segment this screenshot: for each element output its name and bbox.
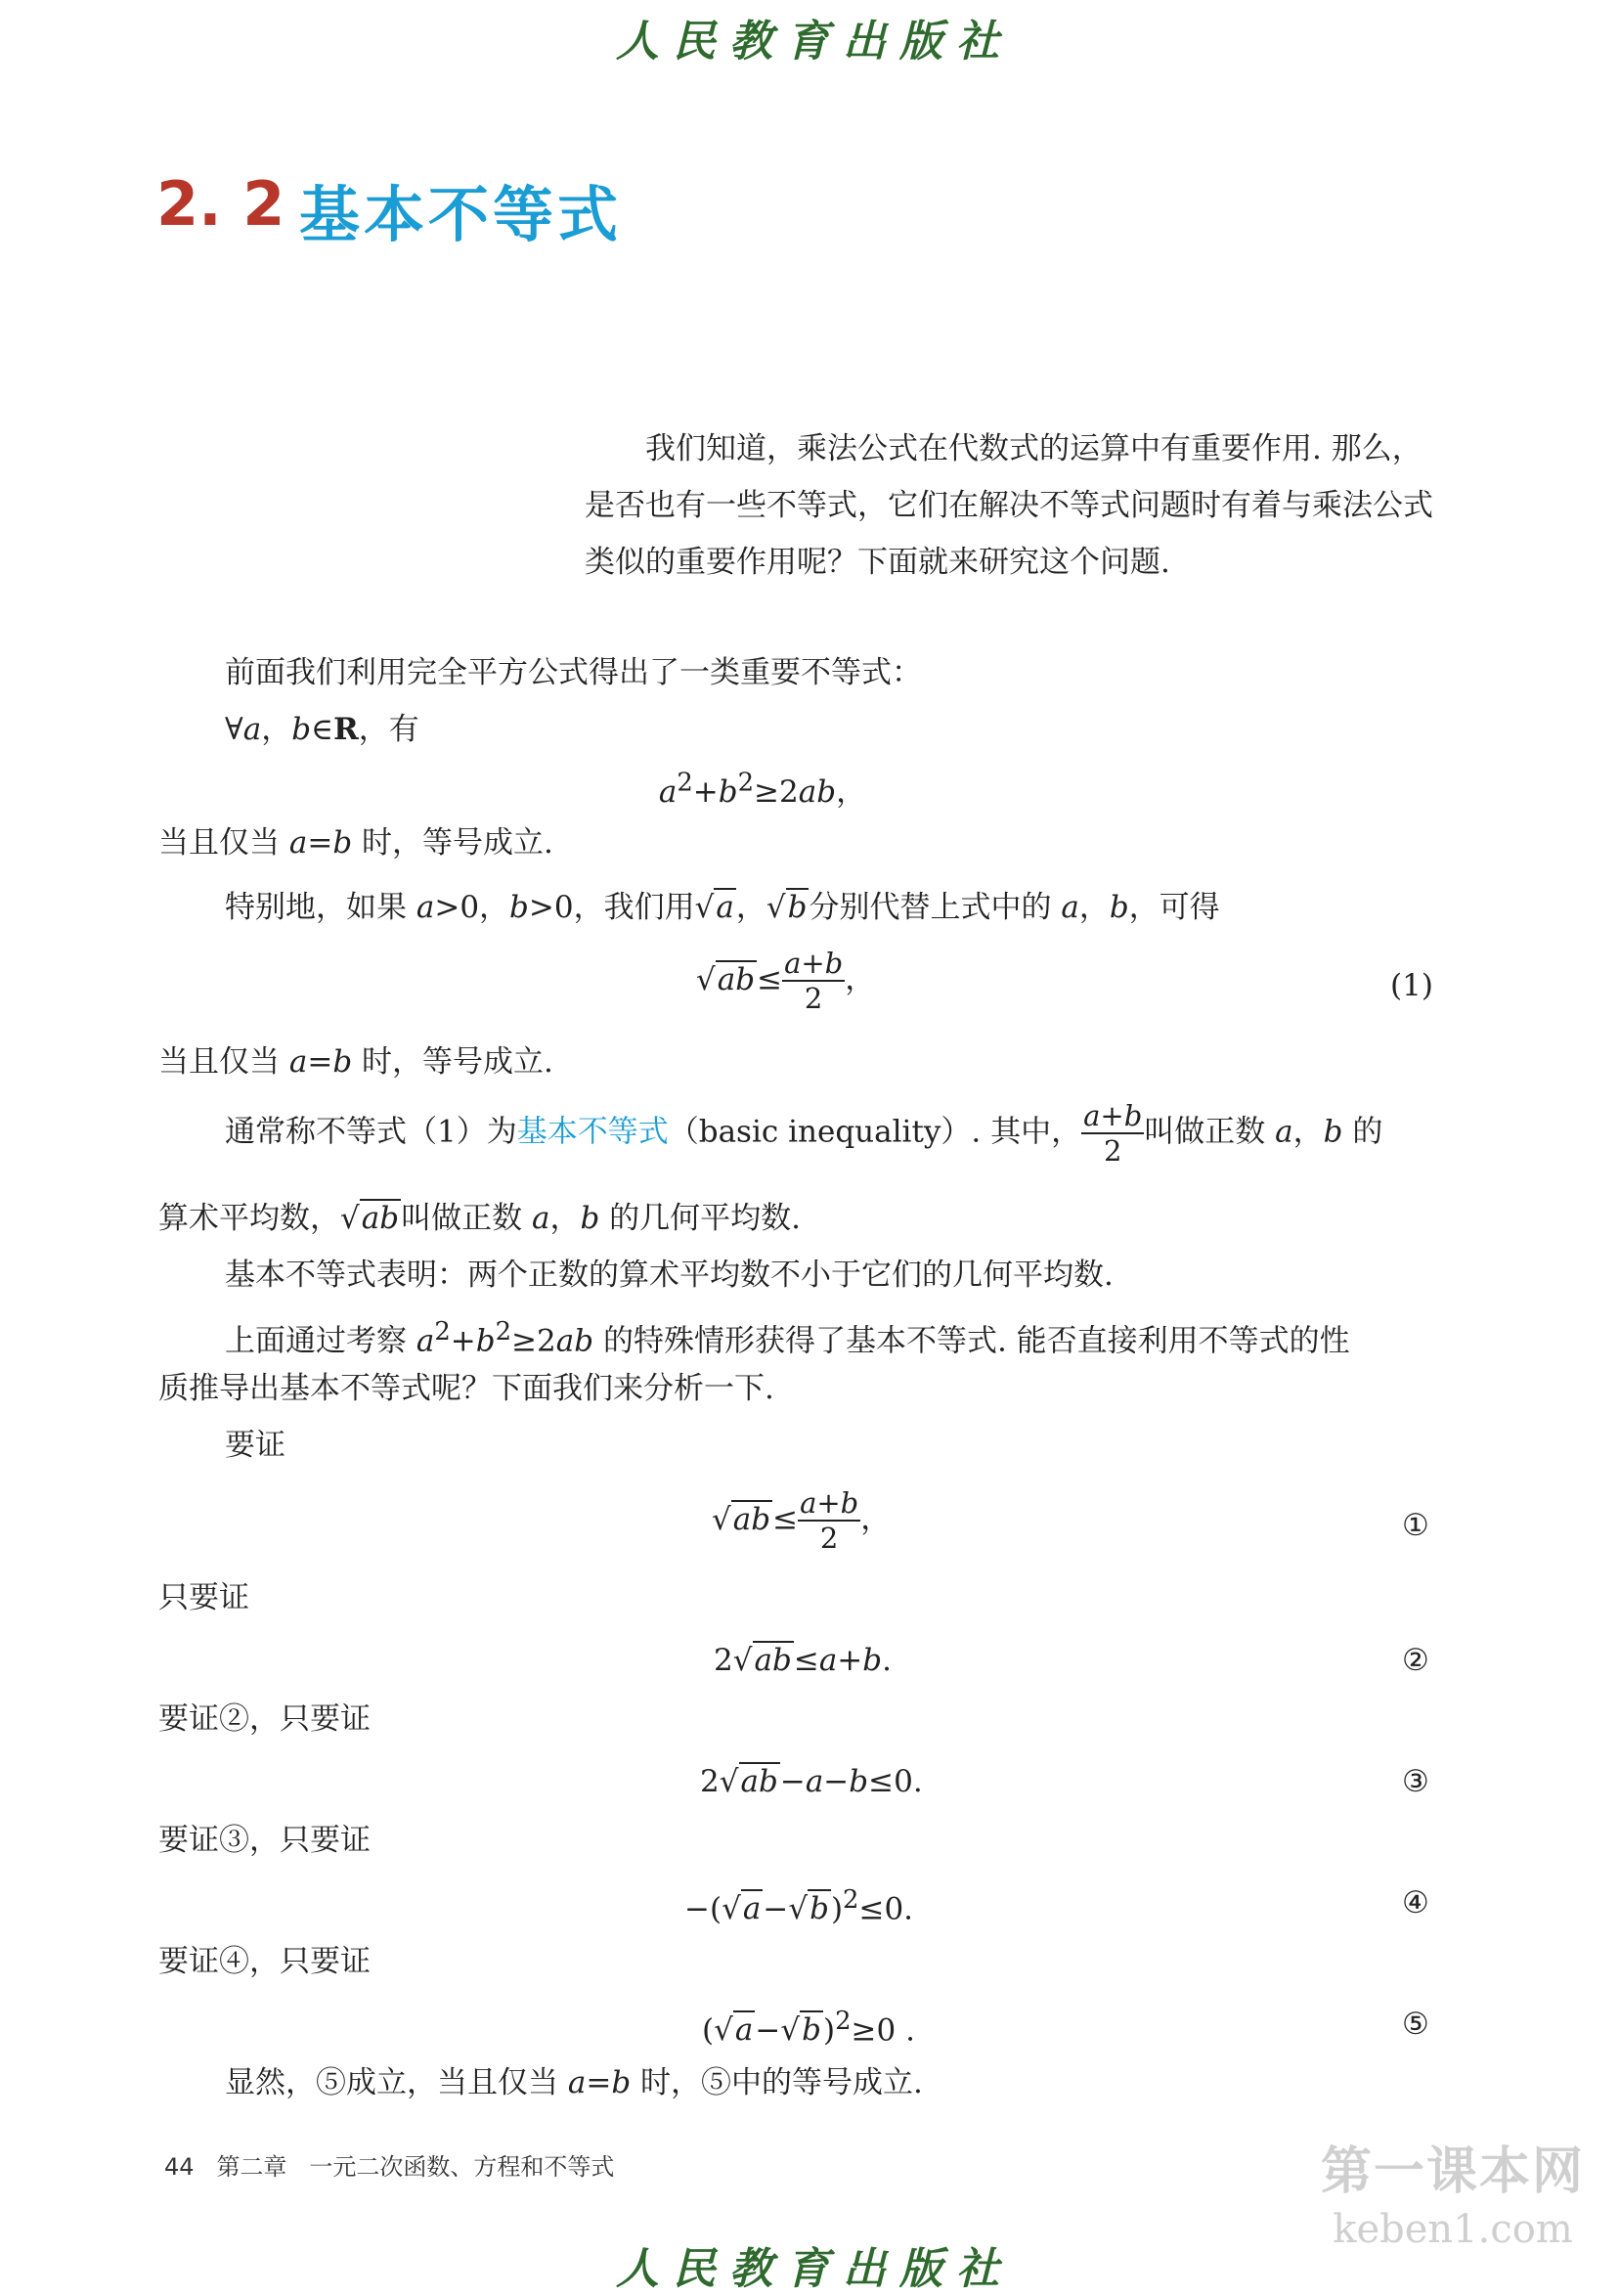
cond-eq: = [307,825,333,861]
watermark-line1: 第一课本网 [1320,2142,1585,2201]
watermark-line2: keben1.com [1333,2207,1573,2252]
equation-step-5 [702,2007,915,2048]
forall-symbol: ∀ [225,712,243,747]
sqrt-a [695,888,736,927]
def2-f: 的几何平均数. [599,1201,802,1236]
sp-h: ， [735,890,766,925]
sqrt-radicand: ab [740,1764,778,1799]
sqrt-radicand: a [742,1891,762,1927]
le-sign: ≤ [793,1643,819,1678]
cond-a: a [288,825,308,861]
cond-suffix: 时，等号成立. [352,1044,553,1080]
eq0-a: a [658,774,678,810]
sp-n: b [1109,890,1129,925]
eq0-plus: + [692,774,719,810]
sqrt-a [722,1891,763,1926]
eq0-comma: ， [836,774,867,810]
ab-d: + [450,1323,476,1359]
only-need-prove-label: 只要证 [158,1580,249,1615]
sp-a: 特别地，如果 [225,890,416,925]
sqrt-sign: √ [714,2012,733,2049]
close-paren: ) [822,2012,836,2049]
paragraph-definition-2 [158,1199,801,1238]
coef: 2 [714,1643,733,1678]
sqrt-ab [340,1199,401,1238]
conclusion-text [225,2063,923,2102]
eq0-ab: ab [798,774,837,810]
ab-i: 的特殊情形获得了基本不等式. 能否直接利用不等式的性 [593,1323,1350,1359]
cond-prefix: 当且仅当 [158,825,289,861]
cond-prefix: 当且仅当 [158,1044,289,1080]
minus: − [755,2012,781,2049]
paragraph-special-case [225,888,1220,927]
concl-b: a [567,2065,587,2100]
sqrt-ab [733,1643,794,1678]
def2-c: a [531,1201,550,1236]
forall-suffix: ，有 [358,712,419,747]
section-title: 基本不等式 [299,179,623,250]
element-of: ∈ [311,712,334,747]
sp-k: 分别代替上式中的 [809,890,1062,925]
ab-g: ≥2 [511,1323,556,1359]
chapter-title: 一元二次函数、方程和不等式 [309,2153,615,2181]
page-footer [164,2147,614,2182]
sp-l: a [1061,890,1079,925]
cond-eq: = [307,1044,333,1080]
fraction [798,1486,860,1555]
sqrt-sign: √ [719,1764,739,1799]
equation-step-4 [684,1885,913,1926]
numerator: a+b [784,947,844,980]
sqrt-sign: √ [712,1501,731,1537]
def2-e: b [580,1201,600,1236]
concl-a: 显然，⑤成立，当且仅当 [225,2065,568,2100]
equation-basic-inequality [696,947,875,1015]
publisher-logo-top: 人民教育出版社 [616,17,1013,66]
minus: − [779,1764,806,1799]
sqrt-ab [712,1502,772,1537]
def-f: ， [1292,1114,1324,1150]
def-a: 通常称不等式（1）为 [225,1114,517,1150]
def-e: a [1275,1114,1293,1150]
step-2-text: 要证②，只要证 [158,1701,371,1737]
sqrt-ab [720,1764,780,1799]
def-d: 叫做正数 [1144,1114,1276,1150]
sqrt-b [766,888,810,927]
section-number: 2. 2 [156,168,285,240]
step-4-text: 要证④，只要证 [158,1944,371,1979]
sqrt-sign: √ [340,1201,360,1236]
eq0-exp2: 2 [737,768,755,798]
close-paren: ) [830,1891,844,1927]
eq0-b: b [718,774,738,810]
denominator: 2 [819,1522,839,1555]
paragraph-definition [225,1099,1382,1168]
equation-label-1: (1) [1390,968,1433,1003]
ab-f: 2 [495,1317,512,1347]
sp-d: b [509,890,529,925]
var-a: a [805,1764,824,1799]
equation-label-circled-4: ④ [1402,1885,1429,1921]
publisher-logo-bottom: 人民教育出版社 [616,2244,1013,2294]
open-paren: −( [684,1891,722,1927]
intro-paragraph: 我们知道，乘法公式在代数式的运算中有重要作用. 那么，是否也有一些不等式，它们在解决不等式问题时有着与乘法公式类似的重要作用呢？下面就来研究这个问题. [585,431,1433,580]
sqrt-radicand: ab [732,1501,771,1537]
forall-line [225,710,419,749]
eq0-exp1: 2 [677,768,693,798]
ab-h: ab [555,1323,594,1359]
sqrt-radicand: b [787,890,808,925]
var-a: a [242,712,262,747]
sp-b: a [416,890,435,925]
plus: + [837,1643,863,1678]
sqrt-sign: √ [732,1643,753,1678]
sqrt-radicand: b [810,1891,829,1927]
sp-o: ，可得 [1128,890,1220,925]
var-b: b [862,1643,883,1678]
fraction [1081,1099,1144,1168]
paragraph-derivation-1 [225,1312,1350,1360]
real-set: R [333,712,359,747]
equality-condition-1 [158,823,553,862]
minus: − [763,1891,789,1927]
ge-zero: ≥0 . [851,2012,915,2049]
ab-a: 上面通过考察 [225,1323,416,1359]
page-number: 44 [164,2153,195,2181]
equation-a2-b2 [489,767,1036,811]
eq0-ge: ≥2 [754,774,799,810]
le-sign: ≤ [757,961,783,997]
comma: ， [845,961,876,997]
sqrt-sign: √ [696,961,716,997]
var-b: b [291,712,312,747]
equation-label-circled-3: ③ [1402,1764,1429,1799]
equation-label-circled-5: ⑤ [1402,2007,1429,2042]
equation-step-2 [714,1643,892,1678]
sp-c: >0， [434,890,510,925]
cond-b: b [332,825,353,861]
cond-b: b [332,1044,353,1080]
cond-a: a [288,1044,308,1080]
def2-d: ， [549,1201,581,1236]
sqrt-radicand: ab [361,1201,400,1236]
sqrt-ab [696,962,757,997]
exponent: 2 [843,1885,859,1915]
sqrt-sign: √ [766,890,786,925]
denominator: 2 [804,982,823,1015]
sqrt-sign: √ [788,1891,809,1927]
numerator: a+b [1083,1099,1143,1132]
ab-c: 2 [434,1317,451,1347]
term-basic-inequality: 基本不等式 [516,1114,669,1150]
def-g: b [1323,1114,1343,1150]
le-sign: ≤ [772,1501,799,1537]
paragraph-square-formula: 前面我们利用完全平方公式得出了一类重要不等式： [225,655,922,690]
concl-d: b [611,2065,632,2100]
ab-e: b [475,1323,496,1359]
sqrt-radicand: a [734,2012,754,2049]
sqrt-sign: √ [694,890,715,925]
sqrt-a [714,2012,755,2048]
sp-m: ， [1078,890,1110,925]
period: . [882,1643,892,1678]
ab-b: a [416,1323,435,1359]
paragraph-derivation-2: 质推导出基本不等式呢？下面我们来分析一下. [158,1371,774,1406]
equation-step-3 [700,1764,923,1799]
numerator: a+b [800,1486,859,1520]
equality-condition-2 [158,1042,553,1082]
comma: ， [261,712,292,747]
to-prove-label: 要证 [225,1428,285,1463]
coef: 2 [700,1764,720,1799]
equation-label-circled-2: ② [1402,1643,1429,1678]
var-a: a [818,1643,838,1678]
comma: ， [860,1501,892,1537]
sqrt-b [780,2012,823,2048]
equation-label-circled-1: ① [1402,1508,1429,1543]
sp-e: >0，我们用 [528,890,695,925]
def-h: 的 [1342,1114,1383,1150]
minus: − [823,1764,850,1799]
concl-e: 时，⑤中的等号成立. [631,2065,923,2100]
sqrt-b [788,1891,831,1926]
step-3-text: 要证③，只要证 [158,1823,371,1858]
def2-a: 算术平均数， [158,1201,340,1236]
sqrt-radicand: a [716,890,734,925]
concl-c: = [586,2065,612,2100]
le-zero: ≤0. [858,1891,914,1927]
exponent: 2 [835,2007,852,2036]
sqrt-radicand: ab [717,961,756,997]
def-c: （basic inequality）. 其中， [668,1114,1082,1150]
denominator: 2 [1103,1134,1122,1168]
def2-b: 叫做正数 [401,1201,532,1236]
sqrt-sign: √ [780,2012,801,2049]
sqrt-radicand: b [802,2012,821,2049]
cond-suffix: 时，等号成立. [352,825,553,861]
equation-step-1 [712,1486,891,1555]
paragraph-interpretation: 基本不等式表明：两个正数的算术平均数不小于它们的几何平均数. [225,1258,1114,1293]
var-b: b [849,1764,869,1799]
fraction [782,947,845,1015]
chapter-label: 第二章 [216,2153,287,2181]
le-zero: ≤0. [868,1764,923,1799]
sqrt-radicand: ab [754,1643,792,1678]
site-watermark [1287,2130,1619,2252]
open-paren: ( [702,2012,715,2049]
sqrt-sign: √ [722,1891,741,1927]
